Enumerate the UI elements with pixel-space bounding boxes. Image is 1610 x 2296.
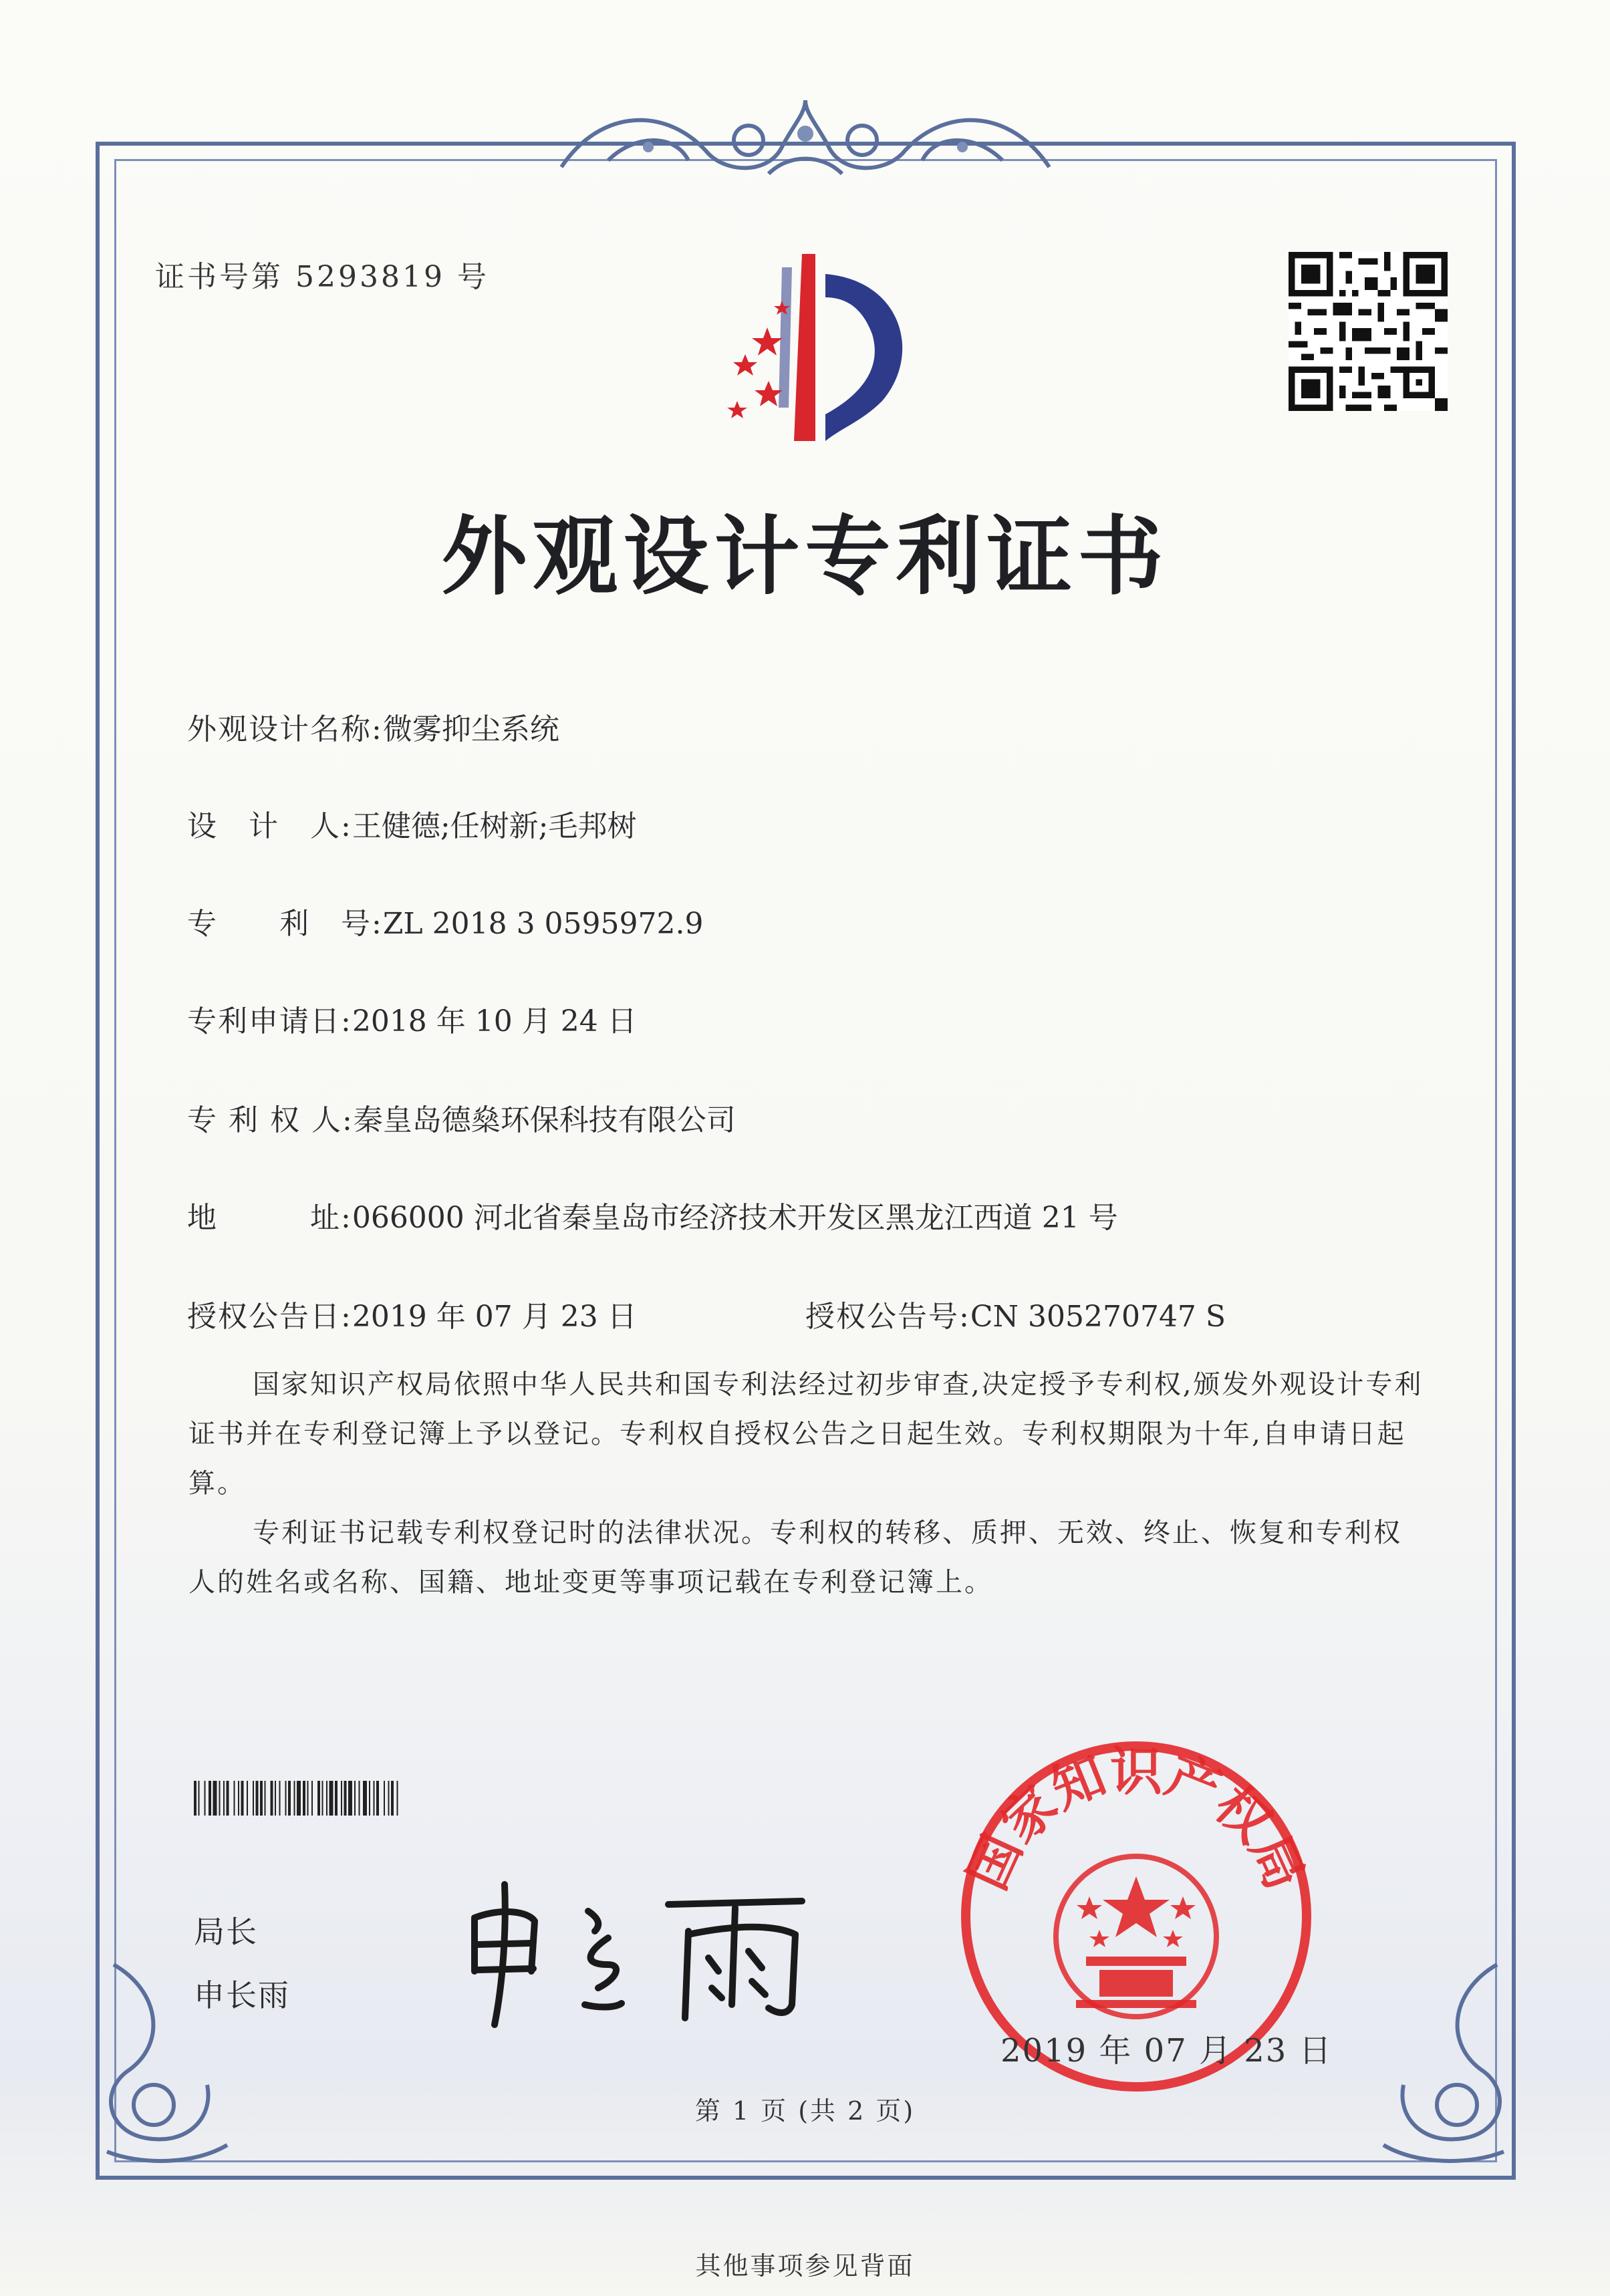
- svg-text:国家知识产权局: 国家知识产权局: [957, 1742, 1315, 1899]
- field-label: 外观设计名称:: [187, 712, 383, 746]
- qr-code-icon: [1289, 252, 1448, 411]
- field-label: 专利申请日:: [187, 1004, 352, 1038]
- field-value: 王健德;任树新;毛邦树: [352, 809, 637, 843]
- page-number: 第 1 页 (共 2 页): [694, 2096, 916, 2126]
- field-grant-date: [187, 1292, 637, 1335]
- footer-note: 其他事项参见背面: [695, 2251, 915, 2281]
- legal-paragraph: 专利证书记载专利权登记时的法律状况。专利权的转移、质押、无效、终止、恢复和专利权人的姓名或名称、国籍、地址变更等事项记载在专利登记簿上。: [188, 1518, 1402, 1598]
- barcode-icon: [194, 1781, 561, 1816]
- field-design-name: [187, 705, 559, 748]
- field-patentee: [187, 1096, 736, 1139]
- field-value: 秦皇岛德燊环保科技有限公司: [353, 1103, 736, 1137]
- field-designer: [187, 802, 636, 845]
- field-address: [187, 1193, 1118, 1236]
- field-grant-number: [805, 1292, 1226, 1335]
- certificate-number: [155, 253, 489, 295]
- field-label: 授权公告号:: [805, 1300, 970, 1334]
- field-label: 地 址:: [187, 1201, 352, 1235]
- field-patent-number: [187, 899, 704, 942]
- cnipa-logo-icon: [682, 247, 949, 448]
- field-value: 2019 年 07 月 23 日: [352, 1300, 637, 1334]
- field-value: 066000 河北省秦皇岛市经济技术开发区黑龙江西道 21 号: [352, 1201, 1118, 1235]
- certificate-number-value: 5293819: [295, 260, 445, 294]
- legal-text: [188, 1360, 1426, 1607]
- director-name: 申长雨: [194, 1977, 290, 2013]
- page-title: 外观设计专利证书: [441, 507, 1169, 607]
- field-label: 授权公告日:: [187, 1300, 352, 1334]
- field-value: 2018 年 10 月 24 日: [352, 1004, 637, 1038]
- field-label: 设 计 人:: [187, 809, 352, 843]
- field-value: ZL 2018 3 0595972.9: [382, 907, 704, 941]
- director-signature: [454, 1871, 829, 2031]
- seal-date: 2019 年 07 月 23 日: [1000, 2032, 1333, 2069]
- certificate-number-suffix: 号: [456, 260, 489, 294]
- legal-paragraph: 国家知识产权局依照中华人民共和国专利法经过初步审查,决定授予专利权,颁发外观设计专利证书并在专利登记簿上予以登记。专利权自授权公告之日起生效。专利权期限为十年,自申请日起算。: [188, 1369, 1424, 1499]
- field-label: 专 利 权 人:: [187, 1103, 354, 1137]
- corner-ornament-bottom-right: [1370, 1951, 1524, 2172]
- director-title: 局长: [194, 1914, 258, 1950]
- top-ornament: [548, 94, 1063, 187]
- field-value: 微雾抑尘系统: [382, 712, 559, 746]
- field-label: 专 利 号:: [187, 907, 383, 941]
- field-value: CN 305270747 S: [970, 1300, 1226, 1334]
- field-filing-date: [187, 997, 637, 1040]
- certificate-number-label: 证书号第: [155, 260, 283, 294]
